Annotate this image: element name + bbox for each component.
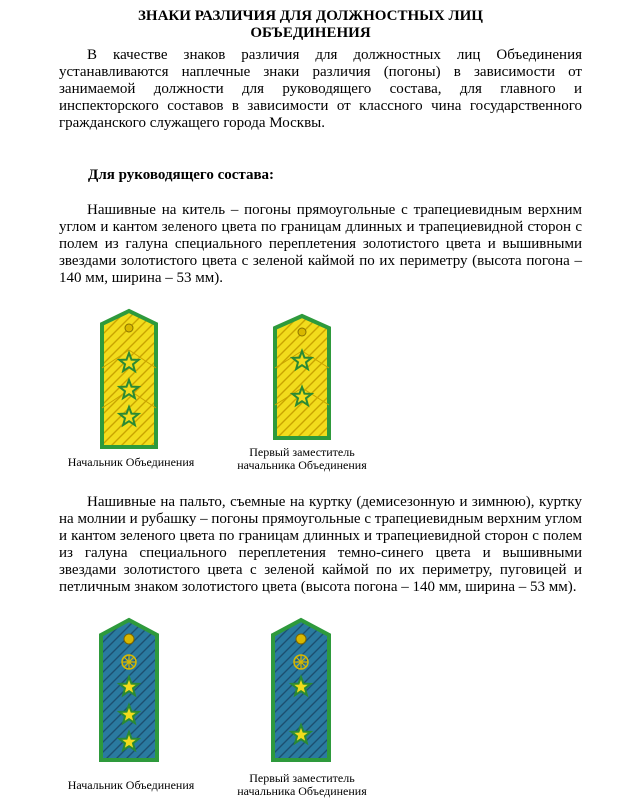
button-icon <box>296 634 306 644</box>
caption-deputy-line-1: Первый заместитель <box>249 445 355 459</box>
button-icon <box>298 328 306 336</box>
caption-head-2: Начальник Объединения <box>67 778 195 792</box>
shoulder-strap-gold-deputy <box>272 313 332 441</box>
shoulder-strap-blue-deputy <box>270 617 332 763</box>
coat-paragraph <box>59 494 582 596</box>
intro-paragraph <box>59 47 582 132</box>
tunic-paragraph <box>59 202 582 287</box>
button-icon <box>125 324 133 332</box>
caption-head-1: Начальник Объединения <box>67 455 195 469</box>
tunic-text: Нашивные на китель – погоны прямоугольные с трапециевидным верхним углом и кантом зеленого цвета по границам длинных и трапециевидной сторон с полем из галуна специального переплетения золотистого цвета и вышивными звездами золотистого цвета с зеленой каймой по их периметру (высота погона – 140 мм, ширина – 53 мм). <box>59 202 582 286</box>
shoulder-strap-gold-head <box>99 308 159 450</box>
caption-deputy-2 <box>222 772 382 798</box>
section-heading: Для руководящего состава: <box>88 167 275 183</box>
caption-deputy-line-2: начальника Объединения <box>237 458 367 472</box>
caption-deputy-line-2: начальника Объединения <box>237 784 367 798</box>
coat-text: Нашивные на пальто, съемные на куртку (демисезонную и зимнюю), куртку на молнии и рубашку – погоны прямоугольные с трапециевидным верхним углом и кантом зеленого цвета по границам длинных и трапециевидной сторон с полем из галуна специального переплетения темно-синего цвета и вышивными звездами золотистого цвета с зеленой каймой по их периметру, пуговицей и петличным знаком золотистого цвета (высота погона – 140 мм, ширина – 53 мм). <box>59 494 582 595</box>
intro-text: В качестве знаков различия для должностных лиц Объединения устанавливаются наплечные знаки различия (погоны) в зависимости от занимаемой должности для руководящего состава, для главного и инспекторского составов в зависимости от классного чина государственного гражданского служащего города Москвы. <box>59 47 582 131</box>
title-line-1: ЗНАКИ РАЗЛИЧИЯ ДЛЯ ДОЛЖНОСТНЫХ ЛИЦ <box>138 8 483 24</box>
caption-deputy-line-1: Первый заместитель <box>249 771 355 785</box>
emblem-icon <box>122 655 136 669</box>
title-line-2: ОБЪЕДИНЕНИЯ <box>250 25 371 41</box>
button-icon <box>124 634 134 644</box>
shoulder-strap-blue-head <box>98 617 160 763</box>
caption-deputy-1 <box>222 446 382 472</box>
emblem-icon <box>294 655 308 669</box>
page-title <box>0 8 621 42</box>
